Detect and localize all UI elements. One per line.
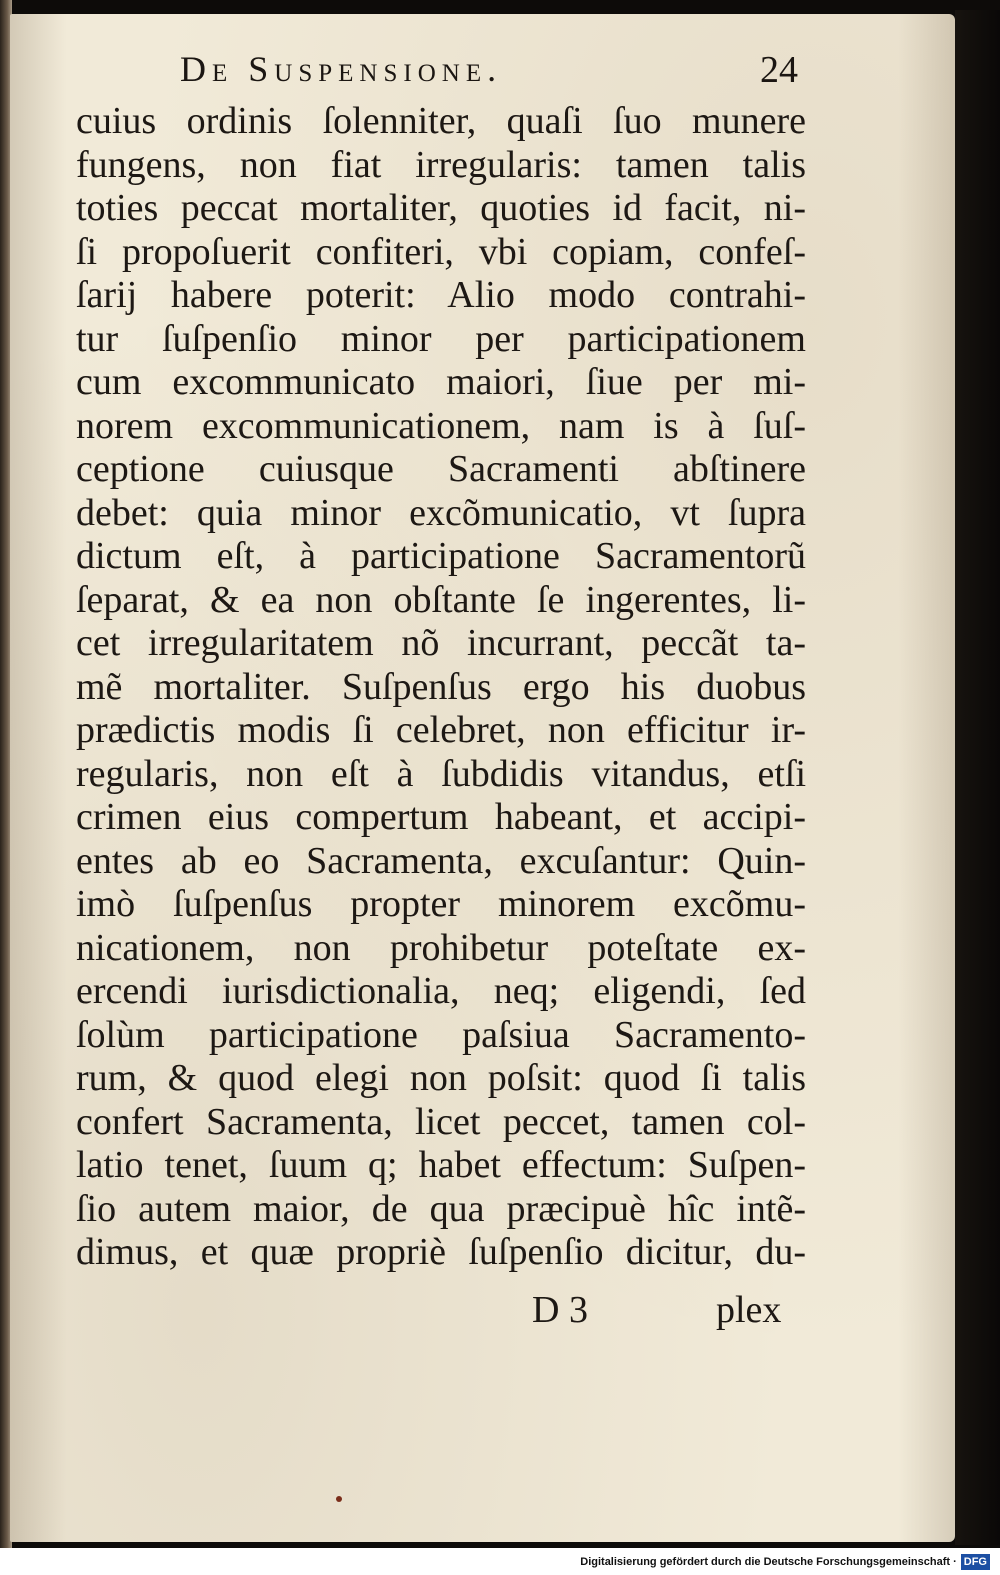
text-line: dimus, et quæ propriè ſuſpenſio dicitur, du- (76, 1231, 806, 1273)
text-line: dictum eſt, à participatione Sacramentorũ (76, 535, 806, 577)
text-line: ſeparat, & ea non obſtante ſe ingerentes, li- (76, 578, 806, 621)
text-line: confert Sacramenta, licet peccet, tamen col- (76, 1100, 806, 1143)
text-line: nicationem, non prohibetur poteſtate ex- (76, 926, 806, 969)
body-text (76, 100, 806, 1275)
text-line: imò ſuſpenſus propter minorem excõmu- (76, 883, 806, 925)
text-line: ſolùm participatione paſsiua Sacramento- (76, 1013, 806, 1056)
text-line: norem excommunicationem, nam is à ſuſ- (76, 404, 806, 447)
book-edge-right (955, 10, 1000, 1545)
page-header (180, 48, 800, 100)
ink-spot (336, 1496, 342, 1502)
credit-line (580, 1552, 990, 1572)
text-line: entes ab eo Sacramenta, excuſantur: Quin- (76, 839, 806, 882)
signature-mark: D 3 (532, 1289, 588, 1331)
text-line: fungens, non fiat irregularis: tamen talis (76, 143, 806, 186)
text-line: debet: quia minor excõmunicatio, vt ſupra (76, 491, 806, 534)
text-line: cet irregularitatem nõ incurrant, peccãt ta- (76, 622, 806, 664)
text-line: ſarij habere poterit: Alio modo contrahi- (76, 274, 806, 316)
dfg-logo: DFG (961, 1554, 990, 1570)
text-line: cuius ordinis ſolenniter, quaſi ſuo munere (76, 100, 806, 142)
page-number: 24 (760, 49, 798, 91)
text-line: toties peccat mortaliter, quoties id facit, ni- (76, 187, 806, 229)
catchword: plex (716, 1289, 782, 1331)
credit-text: Digitalisierung gefördert durch die Deutsche Forschungsgemeinschaft · (580, 1556, 957, 1568)
text-line: ceptione cuiusque Sacramenti abſtinere (76, 448, 806, 490)
running-title: De Suspensione. (180, 49, 503, 89)
text-line: prædictis modis ſi celebret, non efficitur ir- (76, 709, 806, 751)
text-line: cum excommunicato maiori, ſiue per mi- (76, 361, 806, 403)
text-line: tur ſuſpenſio minor per participationem (76, 317, 806, 360)
text-line: ercendi iurisdictionalia, neq; eligendi, ſed (76, 970, 806, 1012)
text-line: ſi propoſuerit confiteri, vbi copiam, confeſ- (76, 230, 806, 273)
text-line: latio tenet, ſuum q; habet effectum: Suſpen- (76, 1144, 806, 1186)
text-line: regularis, non eſt à ſubdidis vitandus, etſi (76, 752, 806, 795)
text-line: crimen eius compertum habeant, et accipi- (76, 796, 806, 838)
text-line: ſio autem maior, de qua præcipuè hîc intẽ- (76, 1187, 806, 1230)
text-line: rum, & quod elegi non poſsit: quod ſi talis (76, 1057, 806, 1099)
text-line: mẽ mortaliter. Suſpenſus ergo his duobus (76, 665, 806, 708)
